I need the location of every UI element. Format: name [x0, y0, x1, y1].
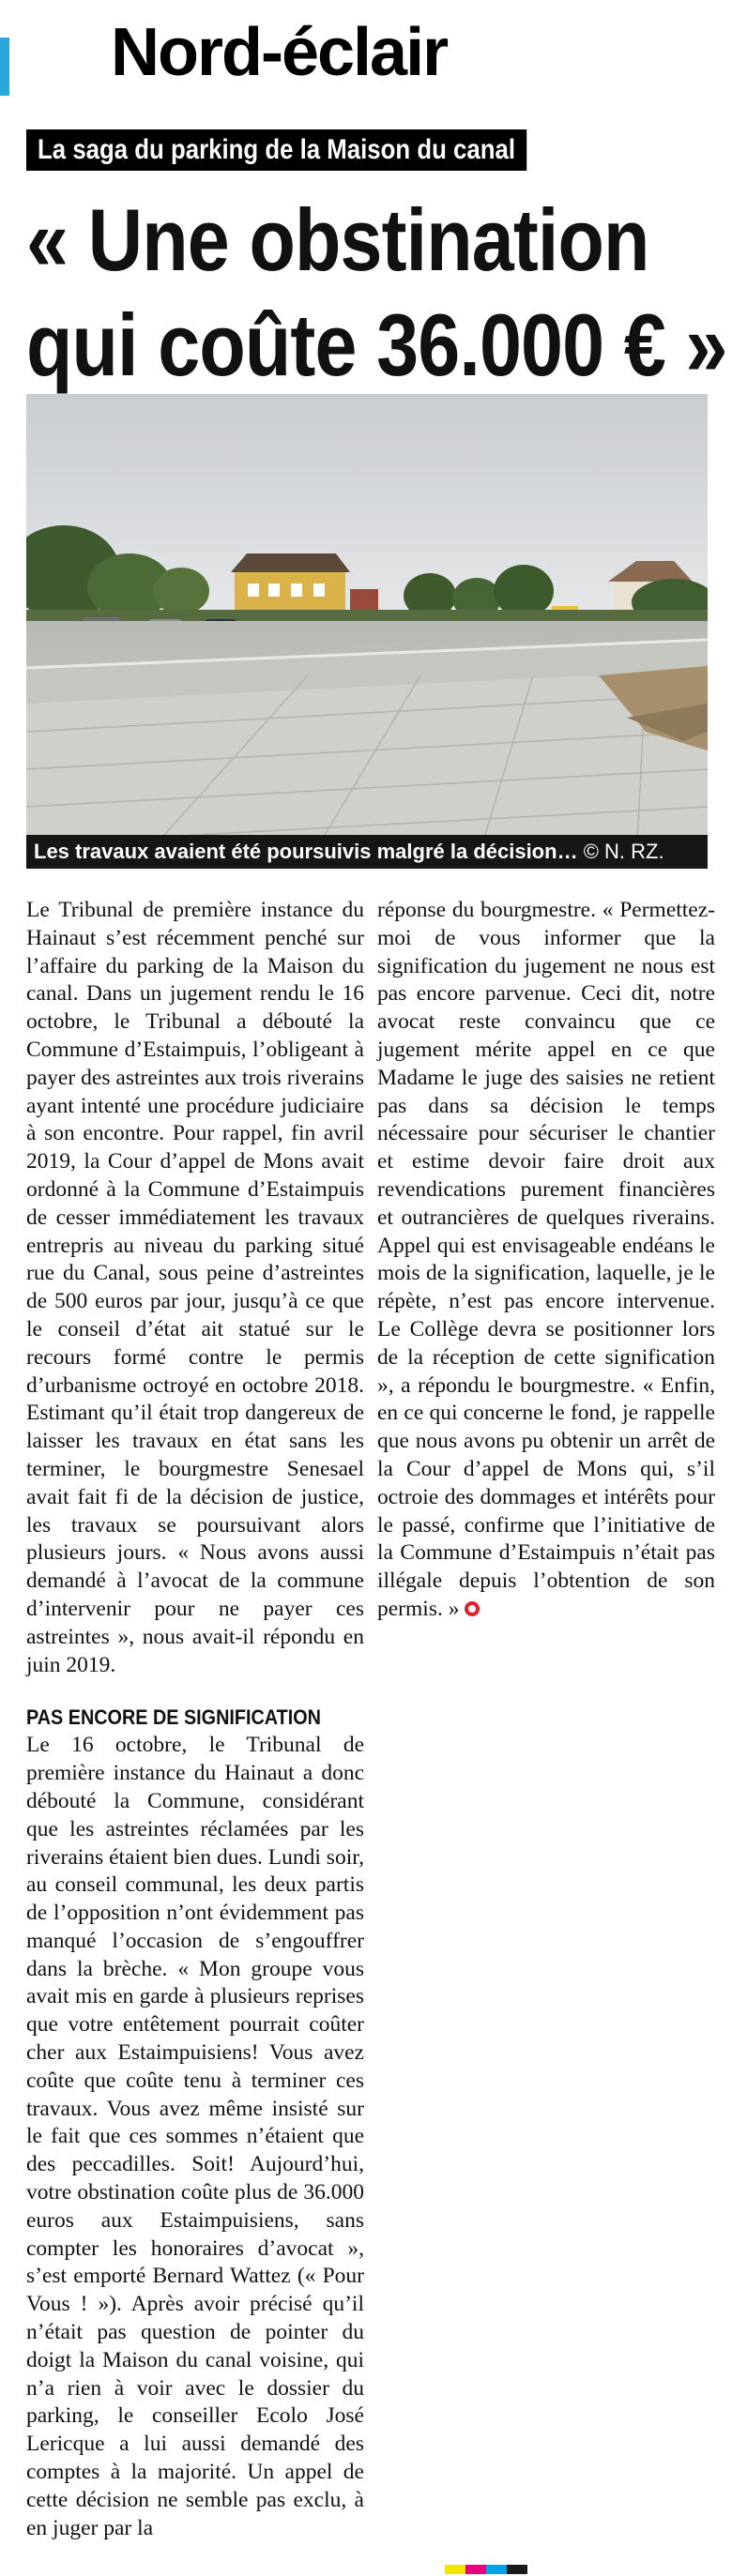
color-swatch-yellow [445, 2565, 465, 2574]
end-of-article-icon [465, 1601, 480, 1616]
paragraph-1: Le Tribunal de première instance du Hainaut s’est récemment penché sur l’affaire du parking de la Maison du canal. Dans un jugement rendu le 16 octobre, le Tribunal a débouté la Commune d’Estaimpuis, l’obligeant à payer des astreintes aux trois riverains ayant intenté une procédure judiciaire à son encontre. Pour rappel, fin avril 2019, la Cour d’appel de Mons avait ordonné à la Commune d’Estaimpuis de cesser immédiatement les travaux entrepris au niveau du parking situé rue du Canal, sous peine d’astreintes de 500 euros par jour, jusqu’à ce que le conseil d’état ait statué sur le recours formé contre le permis d’urbanisme octroyé en octobre 2018. Estimant qu’il était trop dangereux de laisser les travaux en état sans les terminer, le bourgmestre Senesael avait fait fi de la décision de justice, les travaux se poursuivant alors plusieurs jours. « Nous avons aussi demandé à l’avocat de la commune d’intervenir pour ne payer ces astreintes », nous avait-il répondu en juin 2019. [26, 898, 364, 1677]
subheading: PAS ENCORE DE SIGNIFICATION [26, 1705, 321, 1730]
color-swatch-magenta [465, 2565, 486, 2574]
kicker: La saga du parking de la Maison du canal [26, 129, 526, 171]
paragraph-3 [377, 897, 715, 1624]
registration-color-bar [424, 2565, 527, 2574]
headline [26, 188, 727, 398]
article-column-left [26, 897, 364, 2542]
photo-caption [26, 835, 708, 869]
color-swatch-white [424, 2565, 445, 2574]
parking-lot-photo [26, 394, 708, 863]
article-column-right [377, 897, 715, 1624]
headline-line-2: qui coûte 36.000 € » [26, 295, 727, 394]
photo-credit: © N. RZ. [583, 840, 664, 863]
article-photo [26, 394, 708, 863]
caption-text: Les travaux avaient été poursuivis malgré la décision… [34, 840, 584, 863]
paragraph-2: Le 16 octobre, le Tribunal de première instance du Hainaut a donc débouté la Commune, considérant que les astreintes réclamées par les riverains étaient bien dues. Lundi soir, au conseil communal, les deux partis de l’opposition n’ont évidemment pas manqué l’occasion de s’engouffrer dans la brèche. « Mon groupe vous avait mis en garde à plusieurs reprises que votre entêtement pourrait coûter cher aux Estaimpuisiens! Vous avez coûte que coûte tenu à terminer ces travaux. Vous avez même insisté sur le fait que ces sommes n’étaient que des peccadilles. Soit! Aujourd’hui, votre obstination coûte plus de 36.000 euros aux Estaimpuisiens, sans compter les honoraires d’avocat », s’est emporté Bernard Wattez (« Pour Vous ! »). Après avoir précisé qu’il n’était pas question de pointer du doigt la Maison du canal voisine, qui n’a rien à voir avec le dossier du parking, le conseiller Ecolo José Lericque a lui aussi demandé des comptes à la majorité. Un appel de cette décision ne semble pas exclu, à en juger par la [26, 1733, 364, 2540]
section-color-tab [0, 38, 9, 96]
paragraph-3-text: réponse du bourgmestre. « Permettez-moi de vous informer que la signification du jugement ne nous est pas encore parvenue. Ceci dit, notre avocat reste convaincu que ce jugement mérite appel en ce que Madame le juge des saisies ne retient pas dans sa décision le temps nécessaire pour sécuriser le chantier et estime devoir faire droit aux revendications purement financières et outrancières de quelques riverains. Appel qui est envisageable endéans le mois de la signification, laquelle, je le répète, n’est pas encore intervenue. Le Collège devra se positionner lors de la réception de cette signification », a répondu le bourgmestre. « Enfin, en ce qui concerne le fond, je rappelle que nous avons pu obtenir un arrêt de la Cour d’appel de Mons qui, s’il octroie des dommages et intérêts pour le passé, confirme que l’initiative de la Commune d’Estaimpuis n’était pas illégale depuis l’obtention de son permis. » [377, 898, 715, 1621]
masthead-logo: Nord-éclair [111, 15, 448, 90]
color-swatch-cyan [486, 2565, 507, 2574]
headline-line-1: « Une obstination [26, 190, 649, 289]
color-swatch-black [507, 2565, 527, 2574]
